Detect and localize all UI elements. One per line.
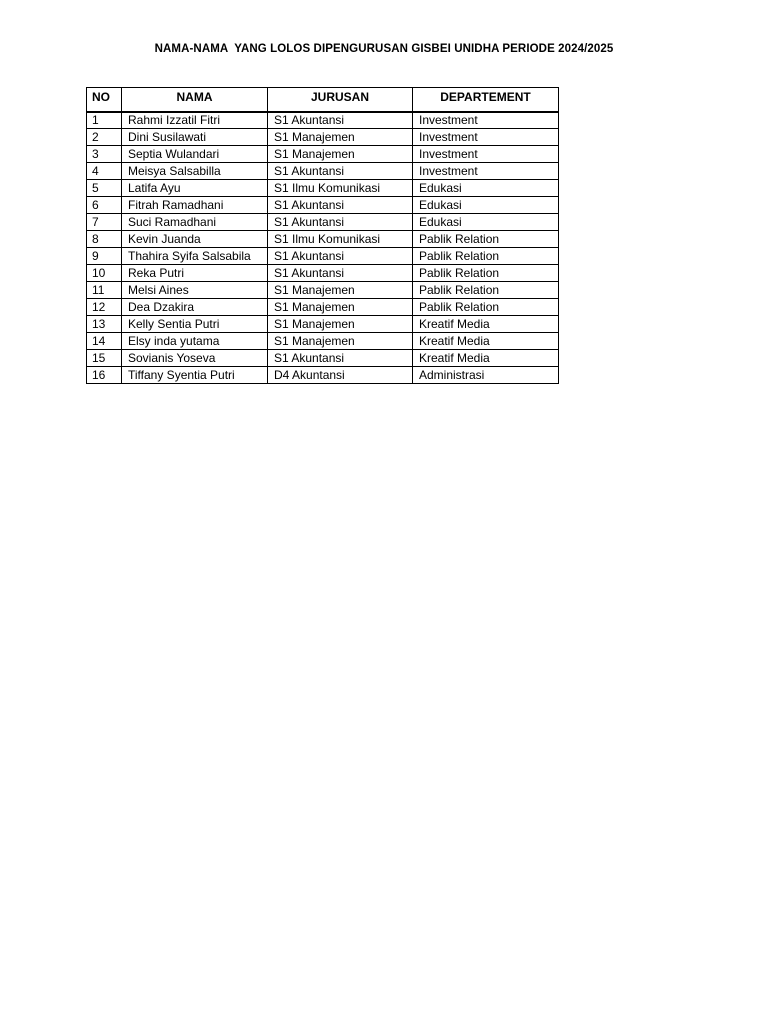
- cell-no: 15: [87, 350, 122, 367]
- cell-jurusan: S1 Ilmu Komunikasi: [268, 231, 413, 248]
- cell-departement: Pablik Relation: [413, 282, 559, 299]
- cell-jurusan: S1 Manajemen: [268, 282, 413, 299]
- cell-departement: Investment: [413, 146, 559, 163]
- table-row: [87, 146, 559, 163]
- cell-departement: Pablik Relation: [413, 231, 559, 248]
- cell-nama: Meisya Salsabilla: [122, 163, 268, 180]
- cell-jurusan: S1 Manajemen: [268, 129, 413, 146]
- cell-nama: Thahira Syifa Salsabila: [122, 248, 268, 265]
- cell-nama: Latifa Ayu: [122, 180, 268, 197]
- cell-departement: Pablik Relation: [413, 248, 559, 265]
- table-row: [87, 163, 559, 180]
- cell-no: 1: [87, 112, 122, 129]
- table-row: [87, 367, 559, 384]
- cell-jurusan: S1 Akuntansi: [268, 350, 413, 367]
- table-row: [87, 180, 559, 197]
- cell-nama: Dea Dzakira: [122, 299, 268, 316]
- cell-nama: Rahmi Izzatil Fitri: [122, 112, 268, 129]
- column-header-jurusan: JURUSAN: [268, 88, 413, 112]
- cell-departement: Investment: [413, 163, 559, 180]
- table-row: [87, 333, 559, 350]
- cell-nama: Fitrah Ramadhani: [122, 197, 268, 214]
- cell-departement: Kreatif Media: [413, 333, 559, 350]
- cell-jurusan: D4 Akuntansi: [268, 367, 413, 384]
- table-row: [87, 231, 559, 248]
- table-row: [87, 282, 559, 299]
- table-row: [87, 299, 559, 316]
- table-row: [87, 112, 559, 129]
- cell-departement: Investment: [413, 112, 559, 129]
- cell-departement: Edukasi: [413, 197, 559, 214]
- cell-nama: Tiffany Syentia Putri: [122, 367, 268, 384]
- cell-no: 3: [87, 146, 122, 163]
- cell-jurusan: S1 Akuntansi: [268, 265, 413, 282]
- cell-departement: Administrasi: [413, 367, 559, 384]
- cell-nama: Kelly Sentia Putri: [122, 316, 268, 333]
- cell-nama: Reka Putri: [122, 265, 268, 282]
- cell-departement: Kreatif Media: [413, 350, 559, 367]
- cell-no: 4: [87, 163, 122, 180]
- cell-departement: Edukasi: [413, 214, 559, 231]
- table-row: [87, 214, 559, 231]
- cell-no: 12: [87, 299, 122, 316]
- cell-no: 13: [87, 316, 122, 333]
- cell-departement: Kreatif Media: [413, 316, 559, 333]
- cell-no: 7: [87, 214, 122, 231]
- cell-nama: Kevin Juanda: [122, 231, 268, 248]
- cell-jurusan: S1 Manajemen: [268, 333, 413, 350]
- cell-no: 16: [87, 367, 122, 384]
- cell-nama: Elsy inda yutama: [122, 333, 268, 350]
- cell-departement: Investment: [413, 129, 559, 146]
- table-header-row: [87, 88, 559, 112]
- cell-no: 6: [87, 197, 122, 214]
- cell-jurusan: S1 Ilmu Komunikasi: [268, 180, 413, 197]
- cell-jurusan: S1 Manajemen: [268, 146, 413, 163]
- table-row: [87, 248, 559, 265]
- member-table: [86, 87, 559, 384]
- cell-departement: Pablik Relation: [413, 299, 559, 316]
- cell-no: 14: [87, 333, 122, 350]
- cell-jurusan: S1 Akuntansi: [268, 112, 413, 129]
- cell-jurusan: S1 Akuntansi: [268, 197, 413, 214]
- cell-departement: Edukasi: [413, 180, 559, 197]
- cell-nama: Sovianis Yoseva: [122, 350, 268, 367]
- table-row: [87, 129, 559, 146]
- cell-no: 2: [87, 129, 122, 146]
- cell-nama: Dini Susilawati: [122, 129, 268, 146]
- cell-no: 9: [87, 248, 122, 265]
- table-row: [87, 316, 559, 333]
- cell-jurusan: S1 Akuntansi: [268, 214, 413, 231]
- cell-no: 8: [87, 231, 122, 248]
- table-row: [87, 350, 559, 367]
- table-row: [87, 265, 559, 282]
- cell-jurusan: S1 Akuntansi: [268, 163, 413, 180]
- cell-jurusan: S1 Manajemen: [268, 316, 413, 333]
- page-title: NAMA-NAMA YANG LOLOS DIPENGURUSAN GISBEI UNIDHA PERIODE 2024/2025: [154, 43, 614, 55]
- column-header-nama: NAMA: [122, 88, 268, 112]
- table-row: [87, 197, 559, 214]
- column-header-no: NO: [87, 88, 122, 112]
- cell-jurusan: S1 Manajemen: [268, 299, 413, 316]
- cell-nama: Melsi Aines: [122, 282, 268, 299]
- column-header-departement: DEPARTEMENT: [413, 88, 559, 112]
- cell-jurusan: S1 Akuntansi: [268, 248, 413, 265]
- cell-nama: Suci Ramadhani: [122, 214, 268, 231]
- table-body: [87, 112, 559, 384]
- cell-departement: Pablik Relation: [413, 265, 559, 282]
- cell-nama: Septia Wulandari: [122, 146, 268, 163]
- cell-no: 11: [87, 282, 122, 299]
- cell-no: 5: [87, 180, 122, 197]
- cell-no: 10: [87, 265, 122, 282]
